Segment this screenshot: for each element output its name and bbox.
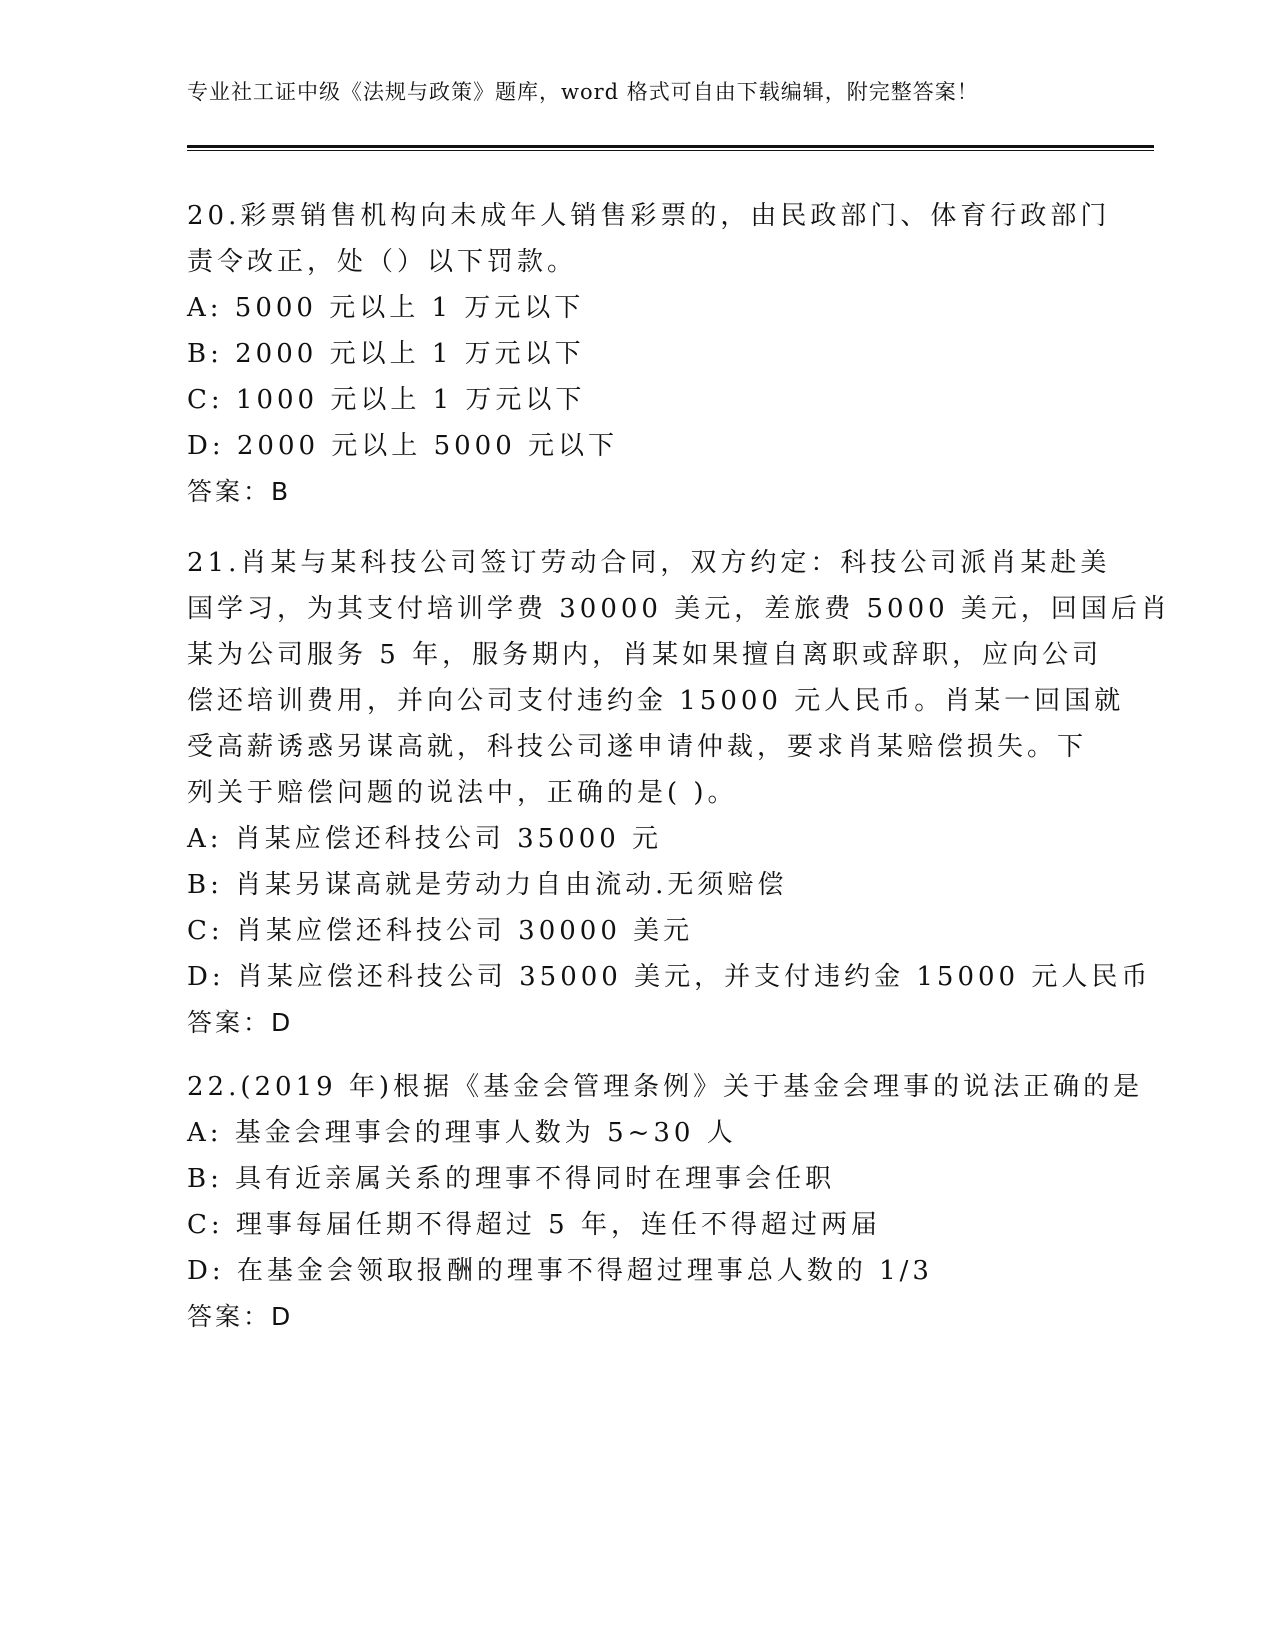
question-stem-line: 受高薪诱惑另谋高就，科技公司遂申请仲裁，要求肖某赔偿损失。下: [187, 732, 1088, 762]
answer-label: 答案：B: [187, 477, 292, 506]
option-c: C: 肖某应偿还科技公司 30000 美元: [187, 916, 694, 946]
header-rule: [187, 145, 1154, 148]
answer-label: 答案：D: [187, 1008, 294, 1037]
option-d: D: 肖某应偿还科技公司 35000 美元，并支付违约金 15000 元人民币: [187, 962, 1152, 992]
question-stem-line: 列关于赔偿问题的说法中，正确的是( )。: [187, 778, 738, 808]
question-22: [187, 1064, 1144, 1340]
question-stem-line: 国学习，为其支付培训学费 30000 美元，差旅费 5000 美元，回国后肖: [187, 594, 1171, 624]
question-stem-line: 20.彩票销售机构向未成年人销售彩票的，由民政部门、体育行政部门: [187, 201, 1111, 231]
question-stem-line: 某为公司服务 5 年，服务期内，肖某如果擅自离职或辞职，应向公司: [187, 640, 1103, 670]
question-21: [187, 540, 1171, 1046]
option-a: A: 5000 元以上 1 万元以下: [187, 293, 585, 323]
option-c: C: 1000 元以上 1 万元以下: [187, 385, 586, 415]
option-d: D: 在基金会领取报酬的理事不得超过理事总人数的 1/3: [187, 1256, 933, 1286]
option-b: B: 2000 元以上 1 万元以下: [187, 339, 585, 369]
header-rule-thin: [187, 150, 1154, 151]
option-a: A: 基金会理事会的理事人数为 5~30 人: [187, 1118, 737, 1148]
answer-label: 答案：D: [187, 1302, 294, 1331]
option-c: C: 理事每届任期不得超过 5 年，连任不得超过两届: [187, 1210, 881, 1240]
option-b: B: 具有近亲属关系的理事不得同时在理事会任职: [187, 1164, 836, 1194]
question-stem-line: 偿还培训费用，并向公司支付违约金 15000 元人民币。肖某一回国就: [187, 686, 1125, 716]
option-d: D: 2000 元以上 5000 元以下: [187, 431, 619, 461]
question-stem-line: 责令改正，处（）以下罚款。: [187, 247, 578, 277]
question-stem-line: 21.肖某与某科技公司签订劳动合同，双方约定：科技公司派肖某赴美: [187, 548, 1111, 578]
page-header: 专业社工证中级《法规与政策》题库，word 格式可自由下载编辑，附完整答案！: [187, 80, 979, 104]
option-b: B: 肖某另谋高就是劳动力自由流动.无须赔偿: [187, 870, 788, 900]
question-20: [187, 193, 1111, 515]
option-a: A: 肖某应偿还科技公司 35000 元: [187, 824, 663, 854]
question-stem-line: 22.(2019 年)根据《基金会管理条例》关于基金会理事的说法正确的是: [187, 1072, 1144, 1102]
